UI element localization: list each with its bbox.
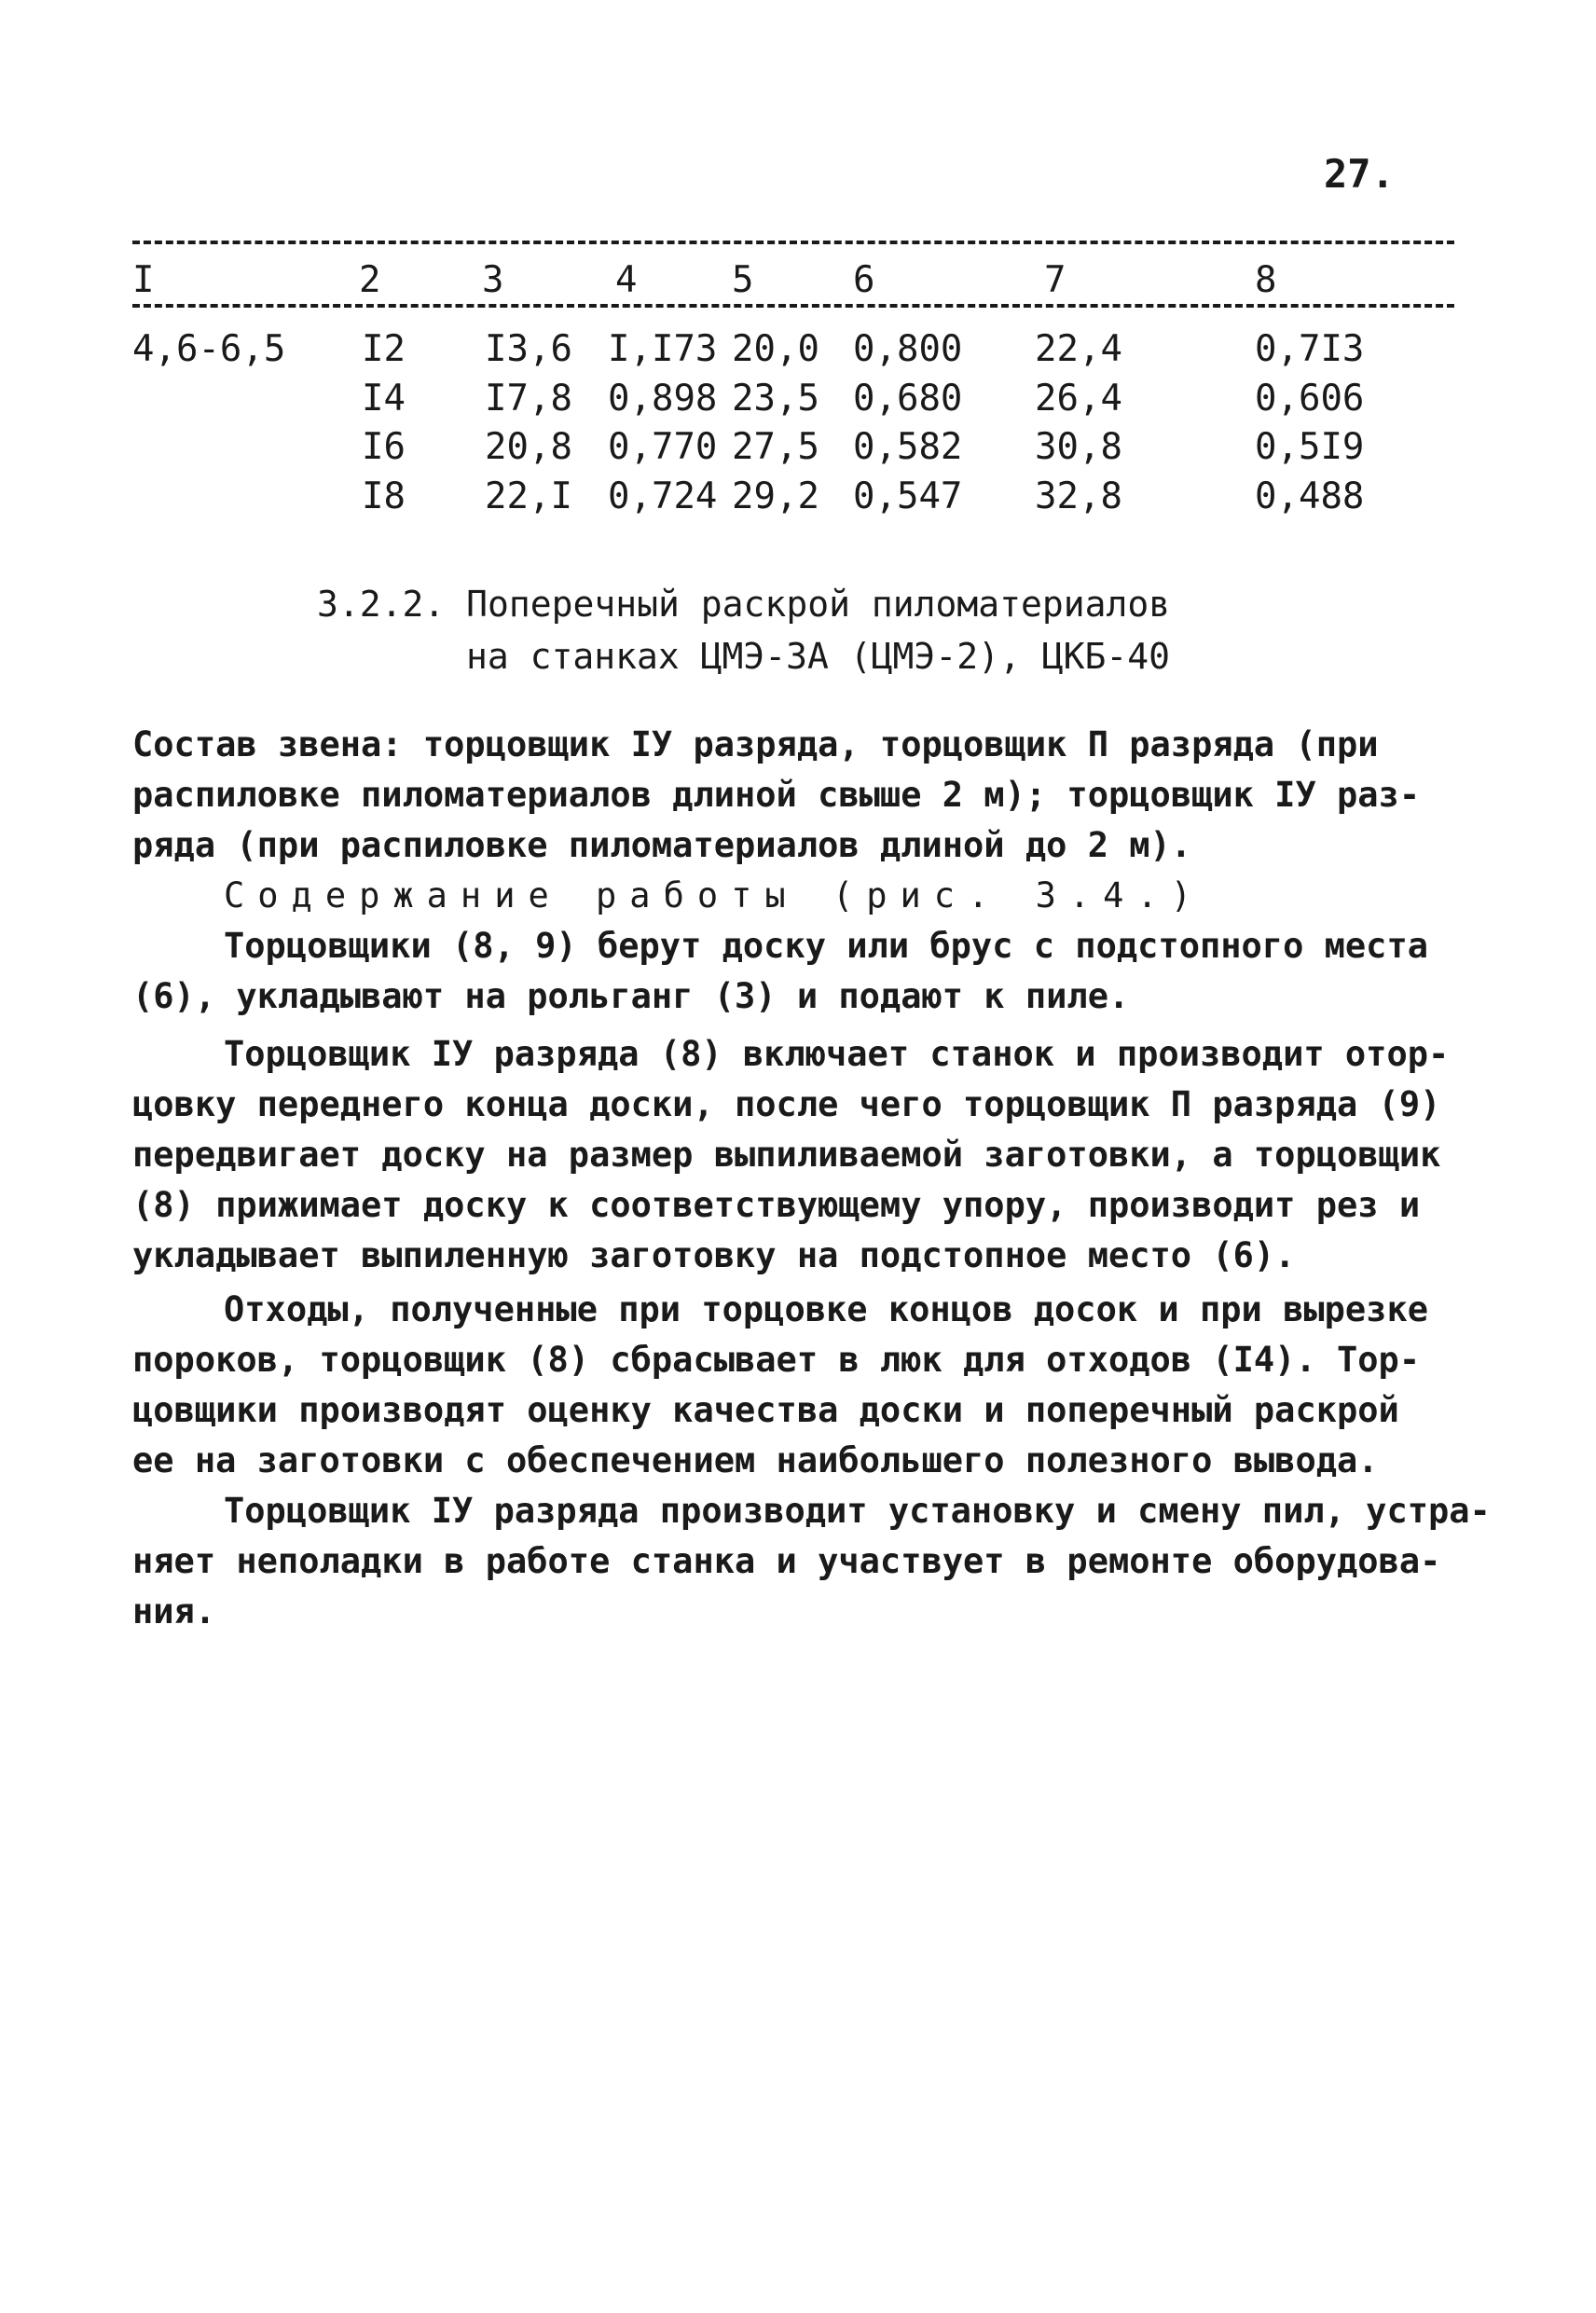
table-header-col8: 8: [1255, 259, 1277, 301]
table-header-col3: 3: [482, 259, 504, 301]
table-cell: 0,680: [853, 378, 963, 420]
text-line: ряда (при распиловке пиломатериалов длиной до 2 м).: [132, 825, 1192, 865]
table-cell: I3,6: [485, 328, 572, 370]
table-cell: 0,547: [853, 475, 963, 517]
table-cell: 22,4: [1035, 328, 1122, 370]
crew-paragraph: [132, 720, 1493, 871]
table-header-col4: 4: [615, 259, 638, 301]
text-line: Торцовщик ІУ разряда (8) включает станок и производит отор-: [224, 1034, 1450, 1074]
table-top-rule: [132, 241, 1454, 244]
text-line: цовщики производят оценку качества доски и поперечный раскрой: [132, 1390, 1399, 1430]
text-line: пороков, торцовщик (8) сбрасывает в люк для отходов (I4). Тор-: [132, 1340, 1421, 1380]
text-line: укладывает выпиленную заготовку на подстопное место (6).: [132, 1235, 1296, 1275]
table-header-col1: I: [132, 259, 155, 301]
section-heading-line1: 3.2.2. Поперечный раскрой пиломатериалов: [317, 584, 1171, 625]
table-cell: 32,8: [1035, 475, 1122, 517]
table-cell: 0,898: [608, 378, 718, 420]
text-line: няет неполадки в работе станка и участвует в ремонте оборудова-: [132, 1541, 1441, 1581]
page-number: 27.: [1324, 151, 1395, 197]
table-cell: 0,800: [853, 328, 963, 370]
table-cell: I4: [362, 378, 406, 420]
text-line: Торцовщик ІУ разряда производит установку и смену пил, устра-: [224, 1491, 1491, 1531]
table-header-col7: 7: [1044, 259, 1066, 301]
table-cell: 20,0: [732, 328, 819, 370]
table-header-col5: 5: [732, 259, 754, 301]
paragraph-1: [132, 921, 1493, 1022]
text-line: Состав звена: торцовщик ІУ разряда, торцовщик П разряда (при: [132, 724, 1379, 764]
table-cell: 0,582: [853, 426, 963, 468]
table-cell: 0,606: [1255, 378, 1365, 420]
content-title: [132, 871, 1493, 921]
table-cell: I2: [362, 328, 406, 370]
text-line: (6), укладывают на рольганг (3) и подают к пиле.: [132, 976, 1130, 1016]
section-heading: [317, 578, 1249, 682]
text-line: распиловке пиломатериалов длиной свыше 2 м); торцовщик ІУ раз-: [132, 775, 1421, 815]
table-cell: 0,770: [608, 426, 718, 468]
table-cell: 0,488: [1255, 475, 1365, 517]
table-cell: I,I73: [608, 328, 718, 370]
text-line: передвигает доску на размер выпиливаемой заготовки, а торцовщик: [132, 1135, 1441, 1175]
text-line: цовку переднего конца доски, после чего торцовщик П разряда (9): [132, 1084, 1441, 1124]
table-cell: I7,8: [485, 378, 572, 420]
table-group-label: 4,6-6,5: [132, 328, 286, 370]
text-line: Отходы, полученные при торцовке концов досок и при вырезке: [224, 1289, 1429, 1329]
paragraph-4: [132, 1486, 1493, 1637]
table-header-col2: 2: [359, 259, 381, 301]
paragraph-3: [132, 1285, 1493, 1486]
table-cell: 29,2: [732, 475, 819, 517]
table-cell: I6: [362, 426, 406, 468]
table-header-rule: [132, 304, 1454, 308]
table-cell: 23,5: [732, 378, 819, 420]
text-line: ее на заготовки с обеспечением наибольшего полезного вывода.: [132, 1440, 1379, 1480]
content-title-text: Содержание работы (рис. 3.4.): [224, 875, 1205, 916]
paragraph-2: [132, 1029, 1493, 1281]
table-cell: 0,724: [608, 475, 718, 517]
table-cell: 22,I: [485, 475, 572, 517]
table-cell: 20,8: [485, 426, 572, 468]
table-cell: 0,5I9: [1255, 426, 1365, 468]
table-cell: 27,5: [732, 426, 819, 468]
table-cell: I8: [362, 475, 406, 517]
table-cell: 0,7I3: [1255, 328, 1365, 370]
text-line: ния.: [132, 1591, 216, 1631]
table-cell: 26,4: [1035, 378, 1122, 420]
text-line: Торцовщики (8, 9) берут доску или брус с подстопного места: [224, 926, 1429, 966]
text-line: (8) прижимает доску к соответствующему упору, производит рез и: [132, 1185, 1421, 1225]
section-heading-line2: на станках ЦМЭ-3А (ЦМЭ-2), ЦКБ-40: [466, 636, 1170, 677]
table-cell: 30,8: [1035, 426, 1122, 468]
table-header-col6: 6: [853, 259, 875, 301]
